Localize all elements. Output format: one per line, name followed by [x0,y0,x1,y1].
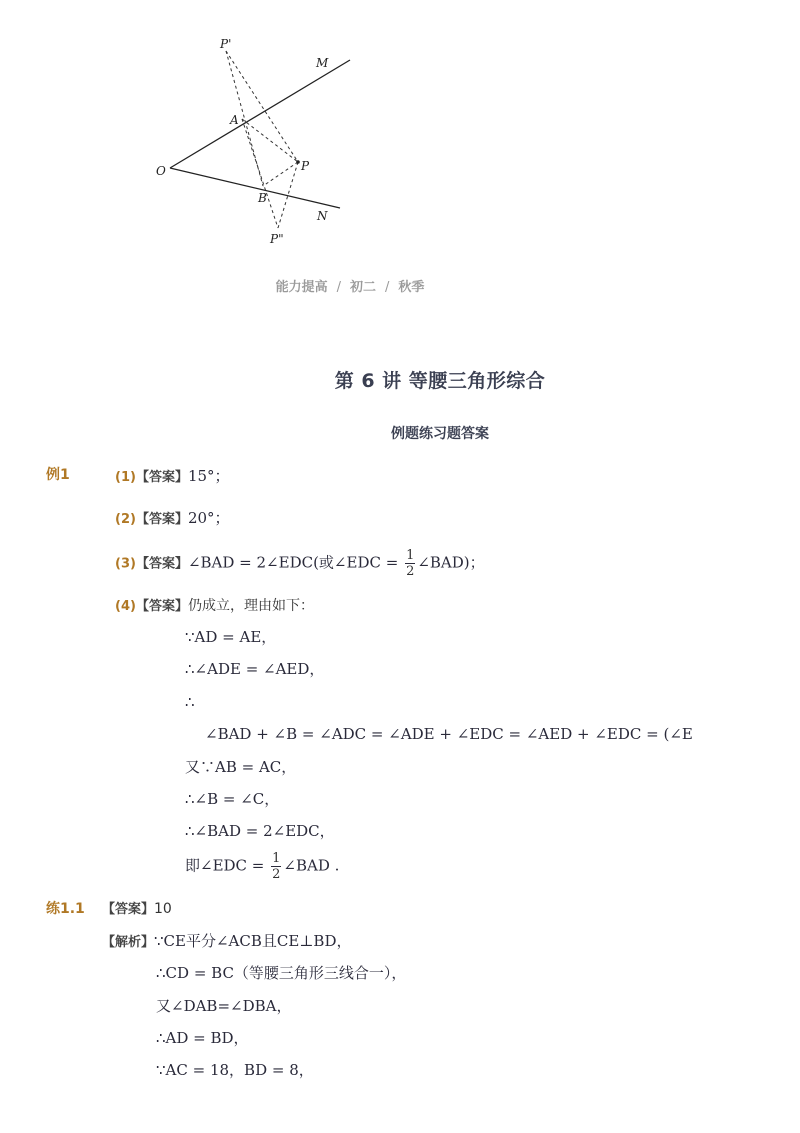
label-m: M [316,56,329,70]
example-1-label: 例1 [46,467,70,483]
ray-om [170,60,350,168]
dashed-p1-p [226,51,298,162]
proof-line: 又∵AB = AC， [185,758,297,776]
section-subtitle: 例题练习题答案 [391,426,489,442]
proof-line: ∴ [185,693,195,711]
analysis-line: ∴AD = BD， [156,1029,249,1047]
proof-conclusion [185,851,339,882]
analysis-line: 又∠DAB=∠DBA， [156,997,292,1015]
fraction [405,548,415,579]
answer-tag: 【答案】 [135,556,188,572]
practice-1-1-analysis [102,931,351,953]
label-o: O [156,164,166,178]
fraction-numerator: 1 [272,851,281,866]
answer-tag: 【答案】 [102,902,155,917]
analysis-line: ∵CE平分∠ACB且CE⊥BD， [154,932,352,950]
conclusion-pre: 即∠EDC = [185,856,270,875]
label-p: P [301,159,310,173]
lecture-title: 第 6 讲 等腰三角形综合 [334,370,546,392]
practice-1-1-header [46,899,85,919]
fraction-denominator: 2 [406,564,415,579]
geometry-figure [148,28,378,258]
answer-math-pre: ∠BAD = 2∠EDC(或∠EDC = [187,553,404,572]
analysis-line: ∵AC = 18，BD = 8， [156,1061,314,1079]
fraction-denominator: 2 [272,867,281,882]
analysis-tag: 【解析】 [102,935,155,950]
example-label [46,465,70,485]
answer-tag: 【答案】 [135,512,188,527]
answer-value: 10 [154,901,172,917]
dashed-p-p2 [278,162,298,228]
breadcrumb-grade: 初二 [349,280,376,295]
analysis-line: ∴CD = BC（等腰三角形三线合一）， [156,964,407,982]
answer-tag: 【答案】 [135,470,188,485]
breadcrumb [0,276,700,295]
proof-intro: 仍成立，理由如下： [187,598,314,614]
question-number: (2) [115,512,136,527]
label-n: N [317,209,328,223]
conclusion-post: ∠BAD . [283,856,340,875]
question-number: (1) [115,470,136,485]
fraction [271,851,281,882]
label-a: A [230,113,239,127]
question-number: (3) [115,556,136,572]
proof-line-overflow: ∠BAD + ∠B = ∠ADC = ∠ADE + ∠EDC = ∠AED + ∠EDC = (∠E [205,725,693,743]
example-1-q4 [115,596,314,617]
answer-math-post: ∠BAD)； [417,553,485,572]
angle-reflection-diagram [148,28,378,258]
label-p-prime: P' [220,37,232,51]
practice-1-1-label: 练1.1 [46,901,85,917]
example-1-q2 [115,508,230,530]
answer-value: 20°； [187,509,230,527]
breadcrumb-separator: / [336,280,341,295]
answer-tag: 【答案】 [135,599,188,614]
label-b: B [258,191,267,205]
breadcrumb-separator: / [385,280,390,295]
answer-value: 15°； [187,467,230,485]
fraction-numerator: 1 [406,548,415,563]
dashed-p-b [263,162,298,186]
label-p-double-prime: P" [270,232,284,246]
question-number: (4) [115,599,136,614]
breadcrumb-season: 秋季 [398,280,425,295]
proof-line: ∴∠ADE = ∠AED， [185,660,325,678]
proof-line: ∵AD = AE， [185,628,277,646]
practice-1-1-answer [102,899,172,920]
example-1-q3 [115,548,485,579]
proof-line: ∴∠BAD = 2∠EDC， [185,822,335,840]
point-p-dot [296,160,300,164]
breadcrumb-level: 能力提高 [275,280,328,295]
ray-on [170,168,340,208]
proof-line: ∴∠B = ∠C， [185,790,280,808]
example-1-q1 [115,466,230,488]
